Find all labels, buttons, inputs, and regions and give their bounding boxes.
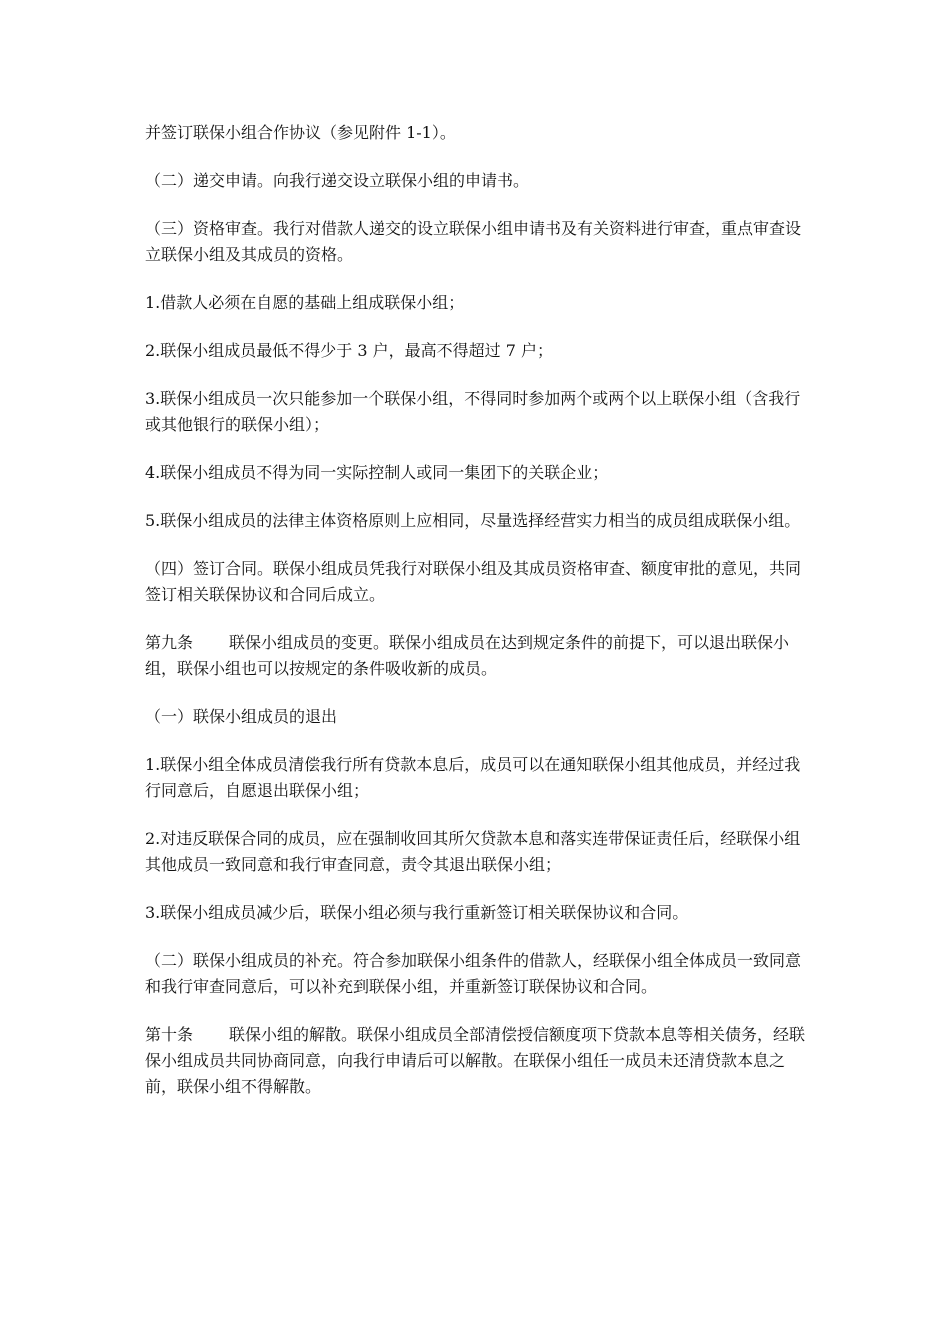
list-item: 5.联保小组成员的法律主体资格原则上应相同，尽量选择经营实力相当的成员组成联保小组。 [145,511,801,530]
article-text: 联保小组成员的变更。联保小组成员在达到规定条件的前提下，可以退出联保小组，联保小组也可以按规定的条件吸收新的成员。 [145,633,790,678]
article-text: 联保小组的解散。联保小组成员全部清偿授信额度项下贷款本息等相关债务，经联保小组成员共同协商同意，向我行申请后可以解散。在联保小组任一成员未还清贷款本息之前，联保小组不得解散。 [145,1025,806,1096]
list-item: 2.对违反联保合同的成员，应在强制收回其所欠贷款本息和落实连带保证责任后，经联保小组其他成员一致同意和我行审查同意，责令其退出联保小组； [145,829,801,874]
list-item: 3.联保小组成员减少后，联保小组必须与我行重新签订相关联保协议和合同。 [145,903,689,922]
article-number: 第十条 [145,1025,194,1044]
paragraph: 并签订联保小组合作协议（参见附件 1-1）。 [145,123,456,142]
list-item: 4.联保小组成员不得为同一实际控制人或同一集团下的关联企业； [145,463,609,482]
section-heading: （一）联保小组成员的退出 [145,707,338,726]
article-nine [145,630,810,682]
paragraph: （四）签订合同。联保小组成员凭我行对联保小组及其成员资格审查、额度审批的意见，共同签订相关联保协议和合同后成立。 [145,559,802,604]
list-item: 1.联保小组全体成员清偿我行所有贷款本息后，成员可以在通知联保小组其他成员，并经过我行同意后，自愿退出联保小组； [145,755,801,800]
article-ten [145,1022,810,1100]
paragraph: （三）资格审查。我行对借款人递交的设立联保小组申请书及有关资料进行审查，重点审查设立联保小组及其成员的资格。 [145,219,802,264]
article-number: 第九条 [145,633,194,652]
list-item: 3.联保小组成员一次只能参加一个联保小组，不得同时参加两个或两个以上联保小组（含我行或其他银行的联保小组）； [145,389,801,434]
document-body [145,120,810,1122]
list-item: 2.联保小组成员最低不得少于 3 户，最高不得超过 7 户； [145,341,553,360]
list-item: 1.借款人必须在自愿的基础上组成联保小组； [145,293,465,312]
paragraph: （二）递交申请。向我行递交设立联保小组的申请书。 [145,171,530,190]
paragraph: （二）联保小组成员的补充。符合参加联保小组条件的借款人，经联保小组全体成员一致同意和我行审查同意后，可以补充到联保小组，并重新签订联保协议和合同。 [145,951,802,996]
